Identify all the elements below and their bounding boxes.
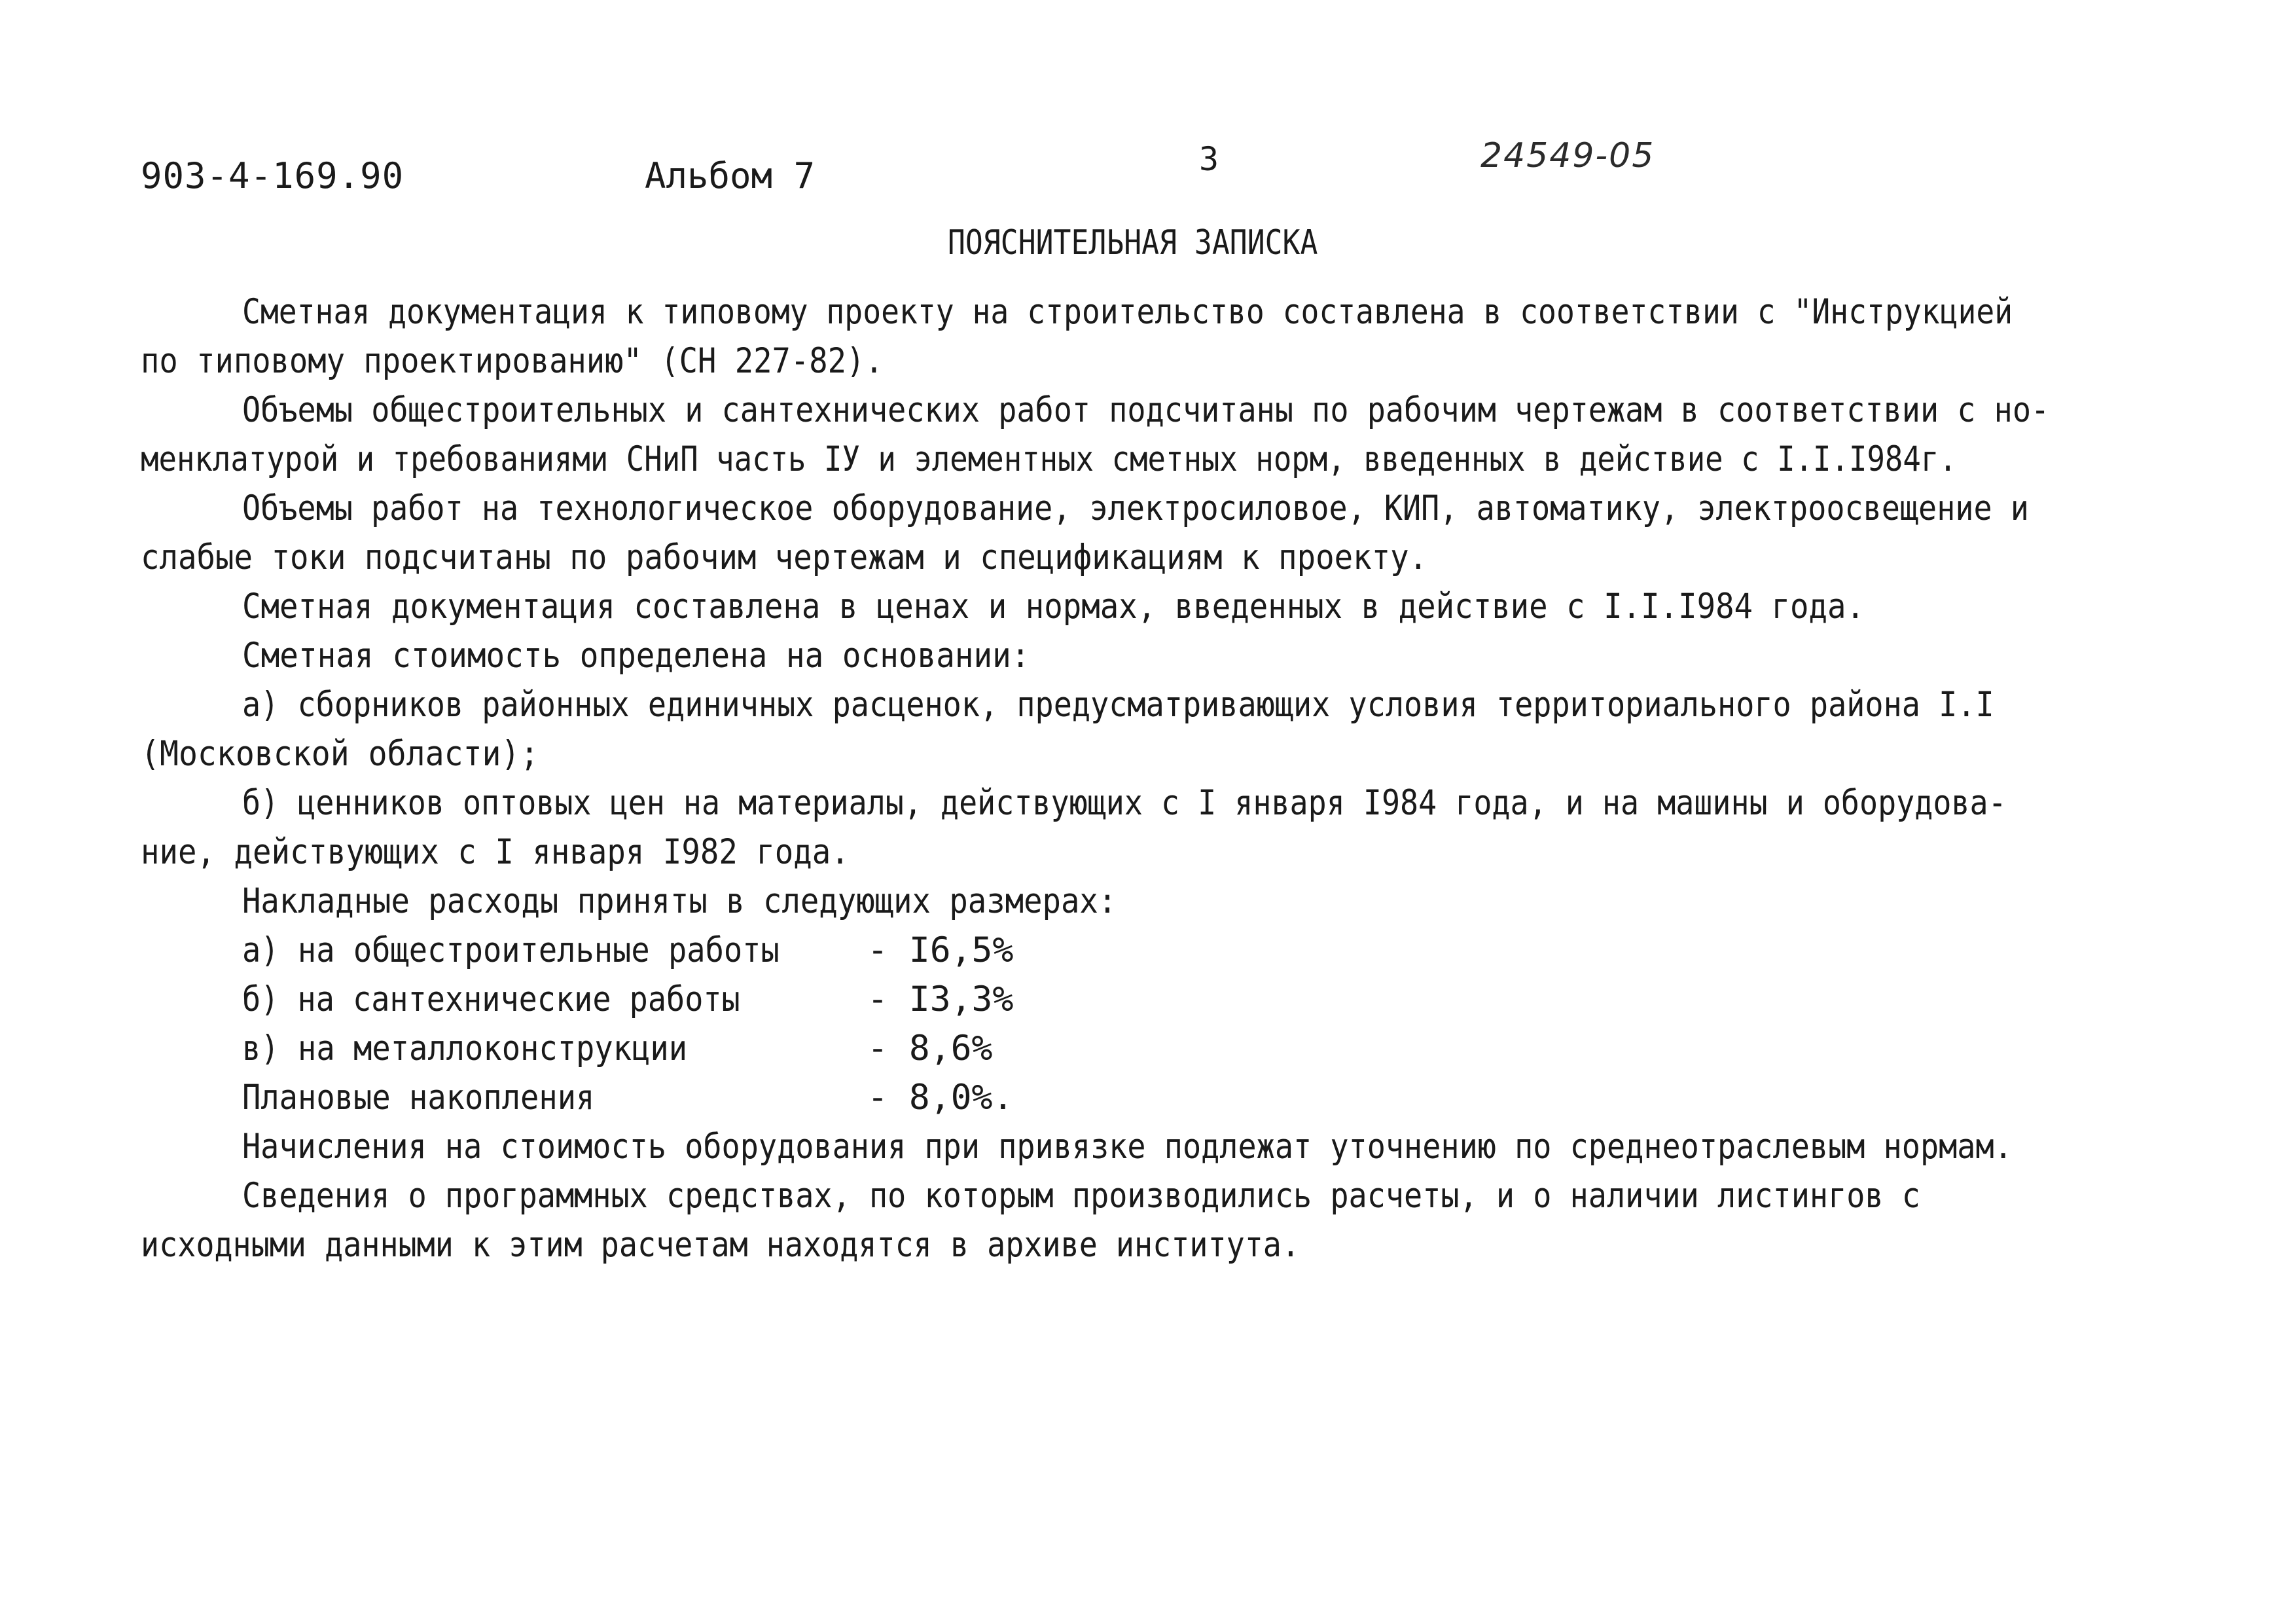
handwritten-inventory-number: 24549-05 [1480,136,1655,175]
paragraph-line-10: (Московской области); [141,734,539,774]
overhead-value: - I6,5% [867,930,1014,970]
paragraph-line-13: Накладные расходы приняты в следующих размерах: [242,881,1117,921]
overhead-label: б) на сантехнические работы [242,979,740,1019]
paragraph-line-3: Объемы общестроительных и сантехнических работ подсчитаны по рабочим чертежам в соответствии с но- [242,390,2050,430]
paragraph-line-4: менклатурой и требованиями СНиП часть IУ и элементных сметных норм, введенных в действие с I.I.I984г. [141,439,1957,479]
overhead-row [242,1078,1014,1118]
paragraph-line-1: Сметная документация к типовому проекту на строительство составлена в соответствии с "Инструкцией [242,292,2013,332]
overhead-row [242,979,1014,1019]
page-number: 3 [1199,140,1219,178]
paragraph-line-16: исходными данными к этим расчетам находятся в архиве института. [141,1225,1300,1265]
paragraph-line-11: б) ценников оптовых цен на материалы, действующих с I января I984 года, и на машины и оборудова- [242,783,2007,823]
album-label: Альбом 7 [645,155,816,196]
overhead-row [242,930,1014,970]
overhead-label: в) на металлоконструкции [242,1029,688,1068]
overhead-label: Плановые накопления [242,1078,595,1118]
overhead-label: а) на общестроительные работы [242,930,780,970]
paragraph-line-9: а) сборников районных единичных расценок, предусматривающих условия территориального района I.I [242,685,1994,725]
paragraph-line-14: Начисления на стоимость оборудования при привязке подлежат уточнению по среднеотраслевым нормам. [242,1127,2013,1167]
page-title: ПОЯСНИТЕЛЬНАЯ ЗАПИСКА [948,223,1318,263]
paragraph-line-12: ние, действующих с I января I982 года. [141,832,850,872]
paragraph-line-5: Объемы работ на технологическое оборудование, электросиловое, КИП, автоматику, электроосвещение и [242,488,2029,528]
overhead-row [242,1029,993,1068]
overhead-value: - I3,3% [867,979,1014,1019]
paragraph-line-6: слабые токи подсчитаны по рабочим чертежам и спецификациям к проекту. [141,538,1428,577]
paragraph-line-8: Сметная стоимость определена на основании: [242,636,1030,676]
paragraph-line-15: Сведения о программных средствах, по которым производились расчеты, и о наличии листингов с [242,1176,1920,1216]
overhead-value: - 8,6% [867,1029,993,1068]
document-code: 903-4-169.90 [141,155,404,196]
overhead-value: - 8,0%. [867,1078,1014,1118]
paragraph-line-7: Сметная документация составлена в ценах и нормах, введенных в действие с I.I.I984 года. [242,587,1865,627]
paragraph-line-2: по типовому проектированию" (СН 227-82). [141,341,884,381]
